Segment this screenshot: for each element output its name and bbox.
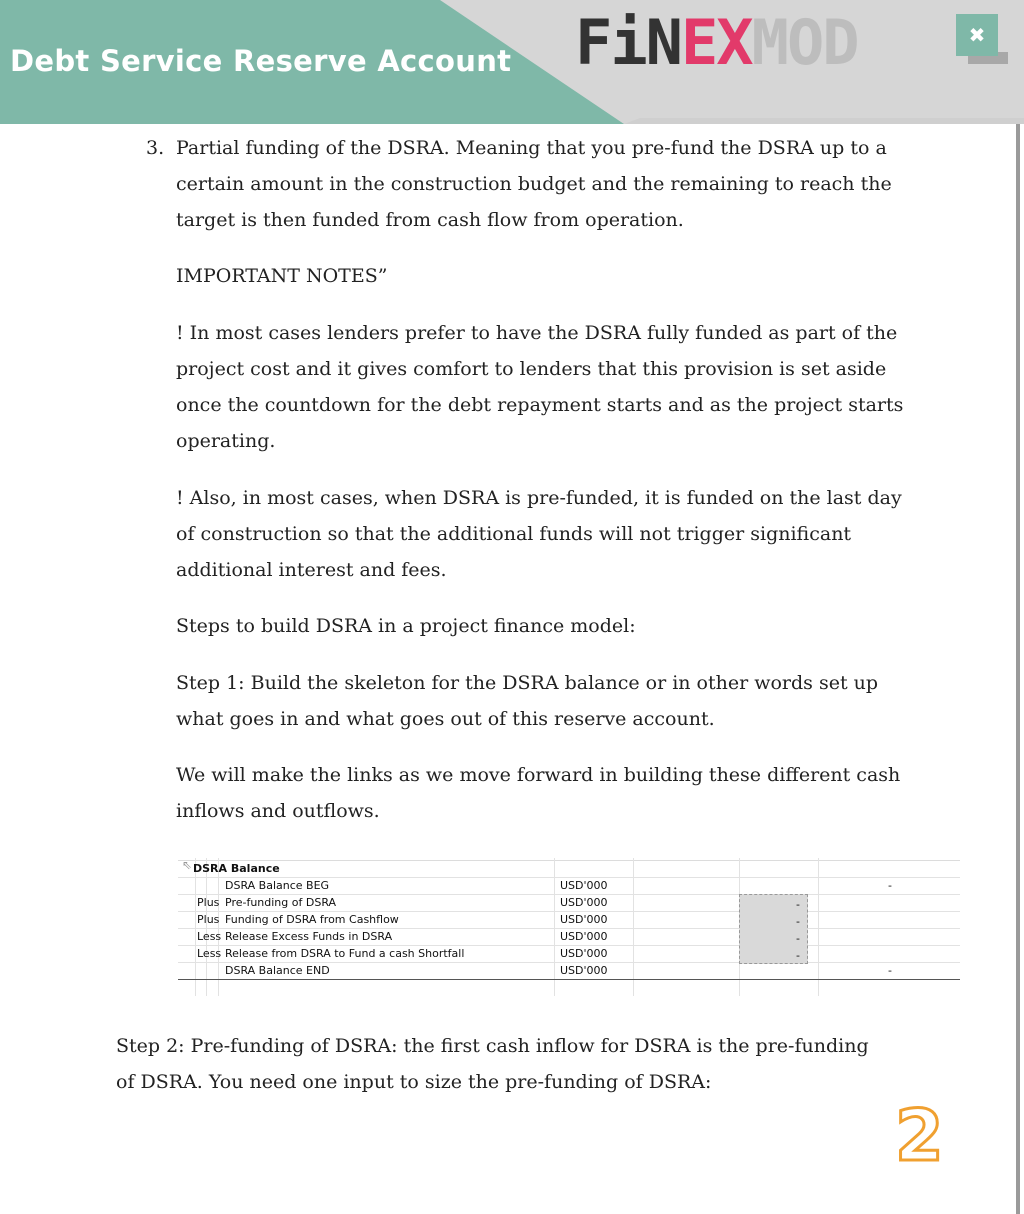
row-unit: USD'000 xyxy=(560,896,608,909)
row-unit: USD'000 xyxy=(560,879,608,892)
row-unit: USD'000 xyxy=(560,947,608,960)
list-item-text: Partial funding of the DSRA. Meaning that you pre-fund the DSRA up to a certain amount in the construction budget and the remaining to reach the target is then funded from cash flow from operation. xyxy=(176,137,892,231)
table-row xyxy=(178,877,960,895)
row-label: Release from DSRA to Fund a cash Shortfall xyxy=(225,947,465,960)
row-value: - xyxy=(888,879,892,892)
row-prefix: Less xyxy=(197,930,222,943)
row-prefix: Less xyxy=(197,947,222,960)
table-row xyxy=(178,962,960,980)
row-label: DSRA Balance BEG xyxy=(225,879,330,892)
steps-intro: Steps to build DSRA in a project finance model: xyxy=(176,615,636,637)
table-row xyxy=(178,945,960,963)
table-row xyxy=(178,894,960,912)
row-value: - xyxy=(796,898,800,911)
table-row xyxy=(178,911,960,929)
table-header-label: DSRA Balance xyxy=(193,862,280,875)
row-value: - xyxy=(796,949,800,962)
row-label: Funding of DSRA from Cashflow xyxy=(225,913,399,926)
table-row xyxy=(178,928,960,946)
row-value: - xyxy=(796,915,800,928)
row-unit: USD'000 xyxy=(560,930,608,943)
logo-mod: MOD xyxy=(751,6,858,79)
logo-fin: FiN xyxy=(575,6,681,79)
row-label: DSRA Balance END xyxy=(225,964,330,977)
list-item-number: 3. xyxy=(146,137,165,159)
page-title: Debt Service Reserve Account xyxy=(10,44,512,78)
dsra-balance-table xyxy=(178,858,960,998)
row-value: - xyxy=(796,932,800,945)
step-1-paragraph: Step 1: Build the skeleton for the DSRA balance or in other words set up what goes in and what goes out of this reserve account. xyxy=(176,672,879,730)
row-label: Pre-funding of DSRA xyxy=(225,896,337,909)
step-2-paragraph: Step 2: Pre-funding of DSRA: the first cash inflow for DSRA is the pre-funding of DSRA. You need one input to size the pre-funding of DSRA: xyxy=(116,1035,869,1093)
note-paragraph-2: ! Also, in most cases, when DSRA is pre-funded, it is funded on the last day of construction so that the additional funds will not trigger significant additional interest and fees. xyxy=(176,487,902,581)
row-label: Release Excess Funds in DSRA xyxy=(225,930,393,943)
note-paragraph-1: ! In most cases lenders prefer to have the DSRA fully funded as part of the project cost and it gives comfort to lenders that this provision is set aside once the countdown for the debt repayment starts and as the project starts operating. xyxy=(176,322,904,452)
page-header xyxy=(0,0,1024,124)
links-note-paragraph: We will make the links as we move forward in building these different cash inflows and outflows. xyxy=(176,764,901,822)
logo-ex: EX xyxy=(680,6,752,79)
table-header-row xyxy=(178,860,960,878)
page-edge-rule xyxy=(1016,124,1020,1214)
row-prefix: Plus xyxy=(197,913,220,926)
row-prefix: Plus xyxy=(197,896,220,909)
row-unit: USD'000 xyxy=(560,913,608,926)
row-value: - xyxy=(888,964,892,977)
finexmod-logo xyxy=(575,6,858,79)
row-unit: USD'000 xyxy=(560,964,608,977)
mouse-cursor-icon: ⇖ xyxy=(182,858,193,872)
page-number: 2 xyxy=(895,1095,944,1177)
logo-cross-icon: ✖ xyxy=(956,14,998,56)
input-range-highlight xyxy=(739,894,808,964)
important-notes-heading: IMPORTANT NOTES” xyxy=(176,265,388,287)
